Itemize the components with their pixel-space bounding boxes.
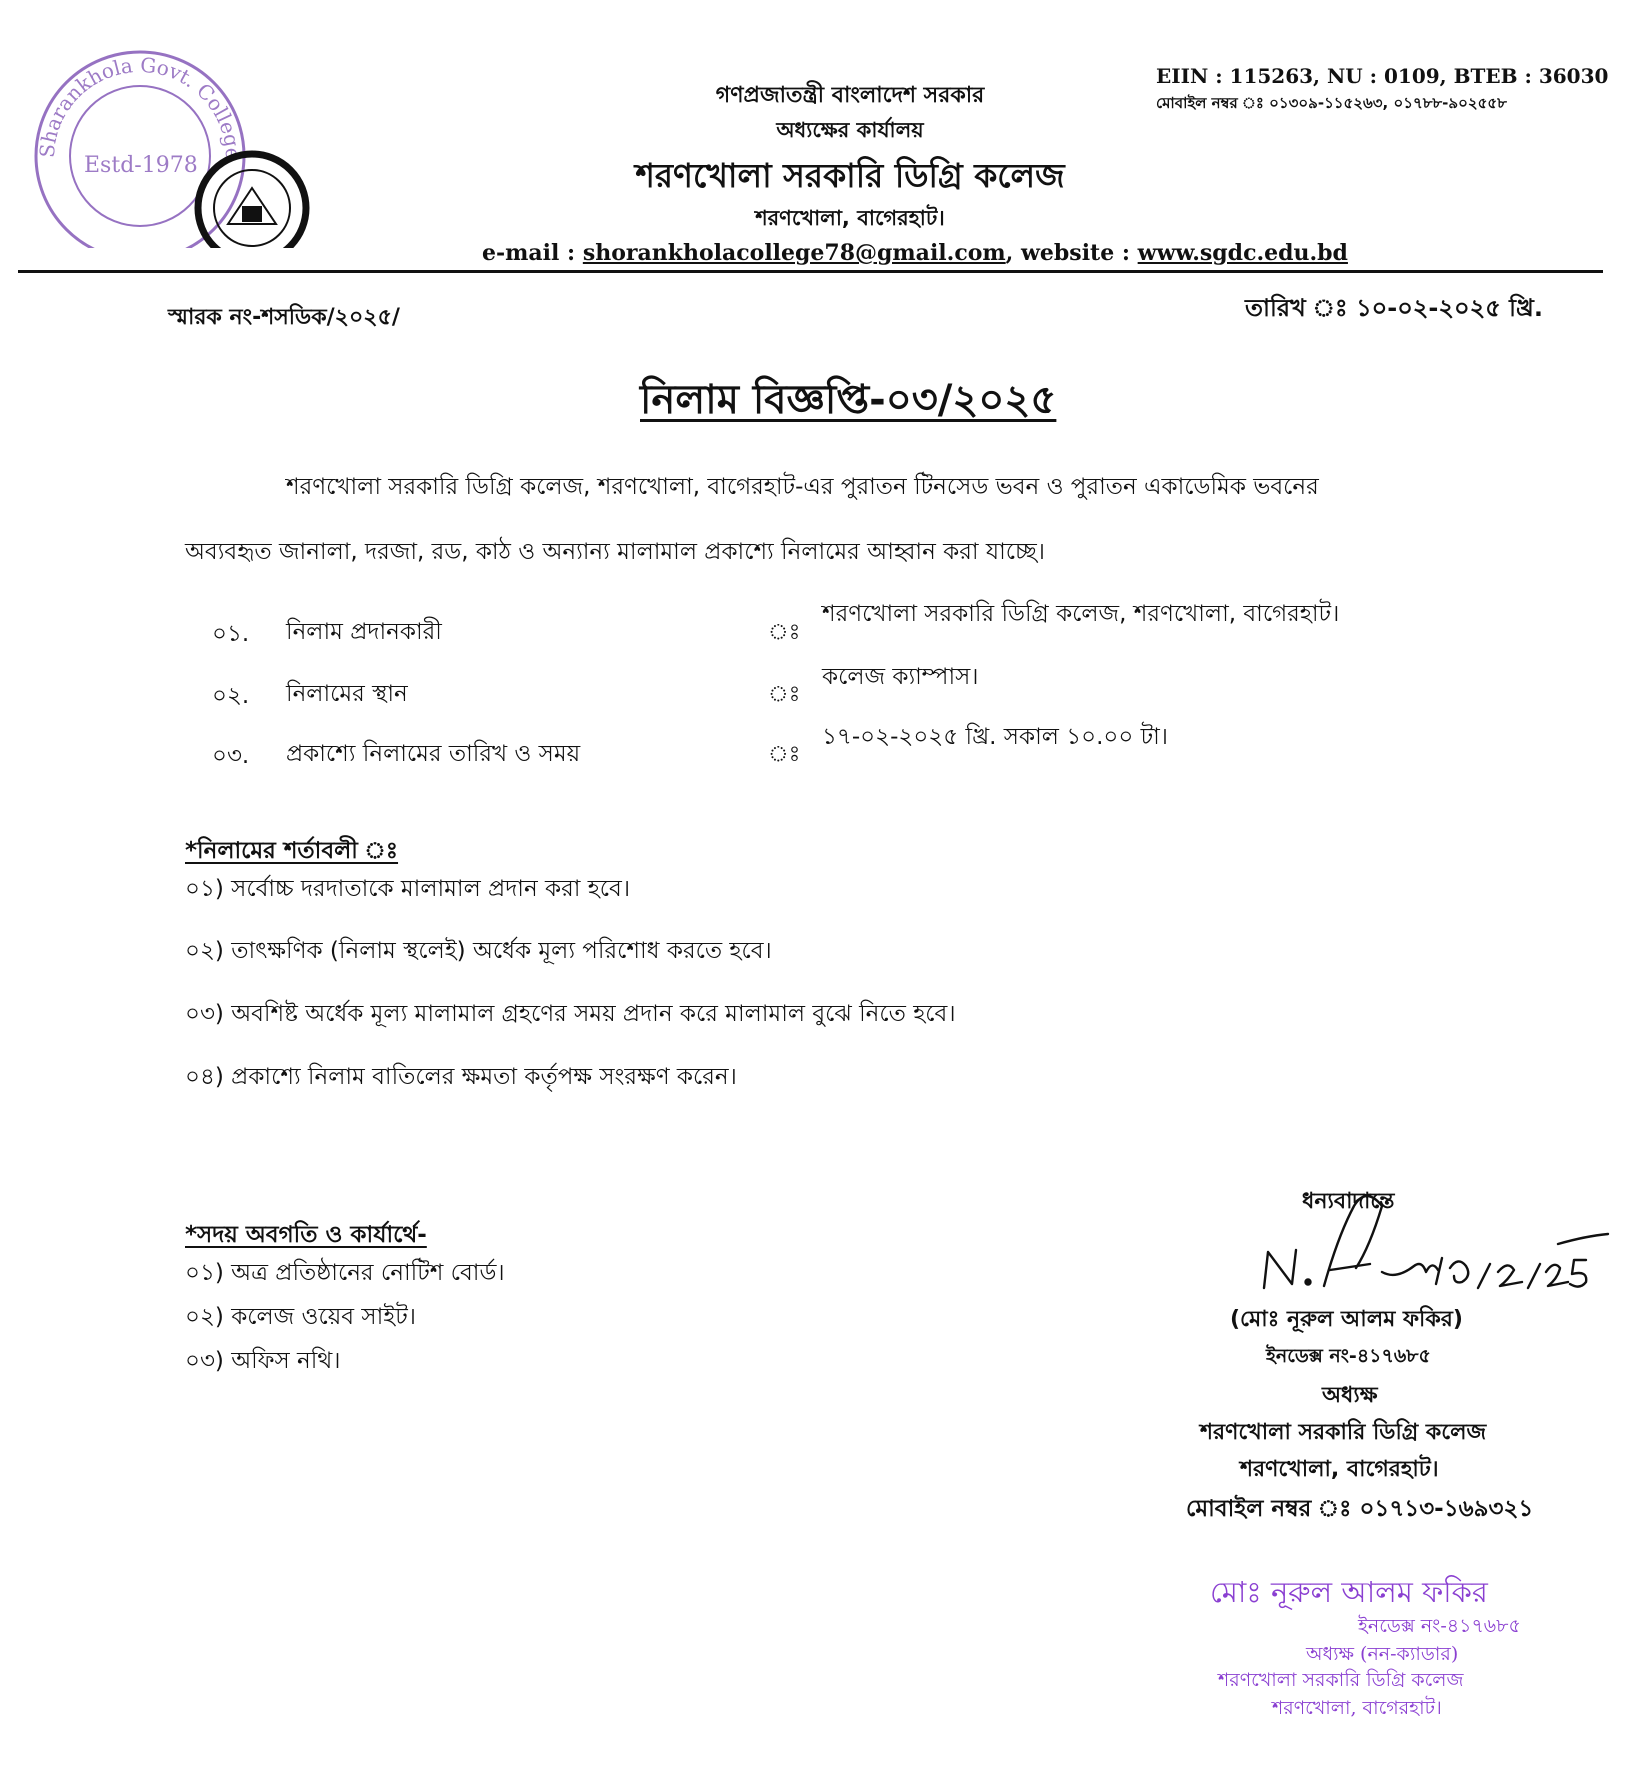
detail-colon: ঃ <box>768 620 801 645</box>
contact-line <box>482 240 1348 266</box>
term-item: ০৩) অবশিষ্ট অর্ধেক মূল্য মালামাল গ্রহণের সময় প্রদান করে মালামাল বুঝে নিতে হবে। <box>185 1001 956 1027</box>
stamp-name: মোঃ নূরুল আলম ফকির <box>1210 1575 1488 1609</box>
detail-value: শরণখোলা সরকারি ডিগ্রি কলেজ, শরণখোলা, বাগেরহাট। <box>822 601 1340 627</box>
copy-to-heading: *সদয় অবগতি ও কার্যার্থে- <box>185 1222 427 1248</box>
copy-to-item: ০৩) অফিস নথি। <box>185 1348 341 1374</box>
email-label: e-mail : <box>482 240 583 266</box>
government-heading: গণপ্রজাতন্ত্রী বাংলাদেশ সরকার <box>715 83 985 108</box>
stamp-designation: অধ্যক্ষ (নন-ক্যাডার) <box>1306 1643 1459 1665</box>
copy-to-item: ০১) অত্র প্রতিষ্ঠানের নোটিশ বোর্ড। <box>185 1260 505 1286</box>
stamp-index: ইনডেক্স নং-৪১৭৬৮৫ <box>1358 1615 1521 1637</box>
notice-date: তারিখ ঃ ১০-০২-২০২৫ খ্রি. <box>1245 294 1543 322</box>
college-logo-icon <box>198 154 306 248</box>
detail-number: ০১. <box>212 621 250 647</box>
term-item: ০২) তাৎক্ষণিক (নিলাম স্থলেই) অর্ধেক মূল্য পরিশোধ করতে হবে। <box>185 938 772 964</box>
eiin-codes: EIIN : 115263, NU : 0109, BTEB : 36030 <box>1156 64 1609 88</box>
seal-estd-text: Estd-1978 <box>84 153 198 178</box>
signatory-index: ইনডেক্স নং-৪১৭৬৮৫ <box>1266 1345 1431 1367</box>
intro-line-1: শরণখোলা সরকারি ডিগ্রি কলেজ, শরণখোলা, বাগেরহাট-এর পুরাতন টিনসেড ভবন ও পুরাতন একাডেমিক ভবনের <box>286 474 1319 500</box>
college-address: শরণখোলা, বাগেরহাট। <box>755 206 945 230</box>
email-link[interactable]: shorankholacollege78@gmail.com <box>582 240 1006 266</box>
detail-colon: ঃ <box>768 742 801 767</box>
website-link[interactable]: www.sgdc.edu.bd <box>1137 240 1348 266</box>
round-seal-stamp <box>36 52 244 248</box>
college-name-heading: শরণখোলা সরকারি ডিগ্রি কলেজ <box>635 156 1065 195</box>
intro-line-2: অব্যবহৃত জানালা, দরজা, রড, কাঠ ও অন্যান্য মালামাল প্রকাশ্যে নিলামের আহ্বান করা যাচ্ছে। <box>185 539 1046 565</box>
detail-colon: ঃ <box>768 682 801 707</box>
header-divider <box>18 270 1603 273</box>
stamp-address: শরণখোলা, বাগেরহাট। <box>1272 1697 1442 1719</box>
detail-label: প্রকাশ্যে নিলামের তারিখ ও সময় <box>286 741 581 767</box>
copy-to-item: ০২) কলেজ ওয়েব সাইট। <box>185 1304 416 1330</box>
signatory-college: শরণখোলা সরকারি ডিগ্রি কলেজ <box>1200 1420 1487 1445</box>
notice-title: নিলাম বিজ্ঞপ্তি-০৩/২০২৫ <box>640 377 1057 423</box>
term-item: ০১) সর্বোচ্চ দরদাতাকে মালামাল প্রদান করা হবে। <box>185 876 631 902</box>
signatory-designation: অধ্যক্ষ <box>1322 1383 1378 1408</box>
signatory-name: (মোঃ নূরুল আলম ফকির) <box>1230 1307 1463 1332</box>
seal-ring-text: Sharankhola Govt. College <box>34 52 246 161</box>
handwritten-signature <box>1246 1176 1626 1316</box>
detail-number: ০৩. <box>212 743 250 769</box>
term-item: ০৪) প্রকাশ্যে নিলাম বাতিলের ক্ষমতা কর্তৃপক্ষ সংরক্ষণ করেন। <box>185 1064 737 1090</box>
college-seals <box>14 38 314 248</box>
svg-text:Sharankhola Govt. College <box>35 53 245 160</box>
closing-thanks: ধন্যবাদান্তে <box>1302 1189 1395 1214</box>
memo-number: স্মারক নং-শসডিক/২০২৫/ <box>168 305 400 330</box>
detail-value: কলেজ ক্যাম্পাস। <box>822 664 979 690</box>
office-heading: অধ্যক্ষের কার্যালয় <box>776 118 924 142</box>
detail-label: নিলামের স্থান <box>286 681 408 707</box>
terms-heading: *নিলামের শর্তাবলী ঃ <box>185 838 399 864</box>
detail-value: ১৭-০২-২০২৫ খ্রি. সকাল ১০.০০ টা। <box>822 724 1169 750</box>
detail-label: নিলাম প্রদানকারী <box>286 619 442 645</box>
signatory-address: শরণখোলা, বাগেরহাট। <box>1240 1457 1439 1482</box>
website-label: , website : <box>1005 240 1138 266</box>
detail-number: ০২. <box>212 683 250 709</box>
stamp-college: শরণখোলা সরকারি ডিগ্রি কলেজ <box>1218 1669 1464 1691</box>
signatory-mobile: মোবাইল নম্বর ঃ ০১৭১৩-১৬৯৩২১ <box>1186 1496 1534 1522</box>
office-mobile-numbers: মোবাইল নম্বর ঃ ০১৩০৯-১১৫২৬৩, ০১৭৮৮-৯০২৫৫৮ <box>1156 94 1507 112</box>
